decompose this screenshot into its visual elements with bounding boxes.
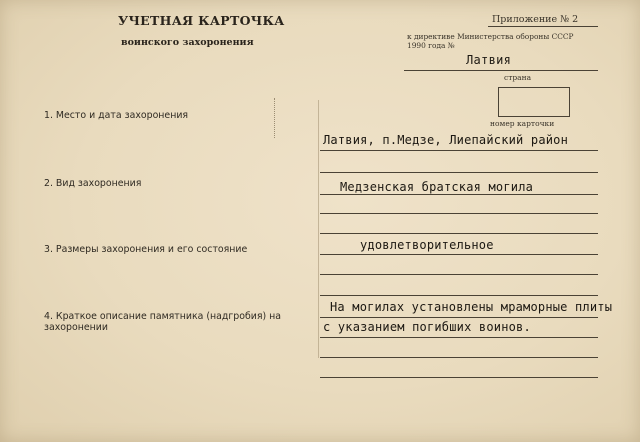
field-label-burial-place: 1. Место и дата захоронения <box>44 110 189 121</box>
answer-line <box>320 172 598 173</box>
fold-crease <box>274 98 275 138</box>
answer-line <box>320 337 598 338</box>
answer-line <box>320 150 598 151</box>
column-divider <box>318 100 319 358</box>
country-value: Латвия <box>466 53 512 67</box>
answer-line <box>320 377 598 378</box>
answer-line <box>320 213 598 214</box>
field-label-burial-type: 2. Вид захоронения <box>44 178 142 189</box>
answer-line <box>320 254 598 255</box>
country-underline <box>404 70 598 71</box>
answer-line <box>320 357 598 358</box>
answer-line <box>320 194 598 195</box>
directive-line-2: 1990 года № <box>407 40 455 50</box>
field-label-monument-description: 4. Краткое описание памятника (надгробия) на захоронении <box>44 311 282 333</box>
directive-line-1: к директиве Министерства обороны СССР <box>407 32 574 41</box>
card-number-label: номер карточки <box>490 119 555 128</box>
appendix-underline <box>488 26 598 27</box>
card-number-box <box>498 87 570 117</box>
appendix-label: Приложение № 2 <box>492 14 579 25</box>
answer-monument-line-1: На могилах установлены мраморные плиты <box>330 300 613 314</box>
answer-monument-line-2: с указанием погибших воинов. <box>323 320 531 334</box>
answer-line <box>320 274 598 275</box>
answer-burial-condition: удовлетворительное <box>360 238 494 252</box>
field-label-burial-size: 3. Размеры захоронения и его состояние <box>44 244 248 255</box>
answer-burial-type: Медзенская братская могила <box>340 180 534 194</box>
answer-line <box>320 295 598 296</box>
answer-burial-place: Латвия, п.Медзе, Лиепайский район <box>323 133 569 147</box>
directive-note <box>407 33 574 50</box>
card-subtitle: воинского захоронения <box>121 37 254 48</box>
country-label: страна <box>504 73 532 82</box>
card-title: УЧЕТНАЯ КАРТОЧКА <box>118 13 285 28</box>
answer-line <box>320 317 598 318</box>
answer-line <box>320 233 598 234</box>
